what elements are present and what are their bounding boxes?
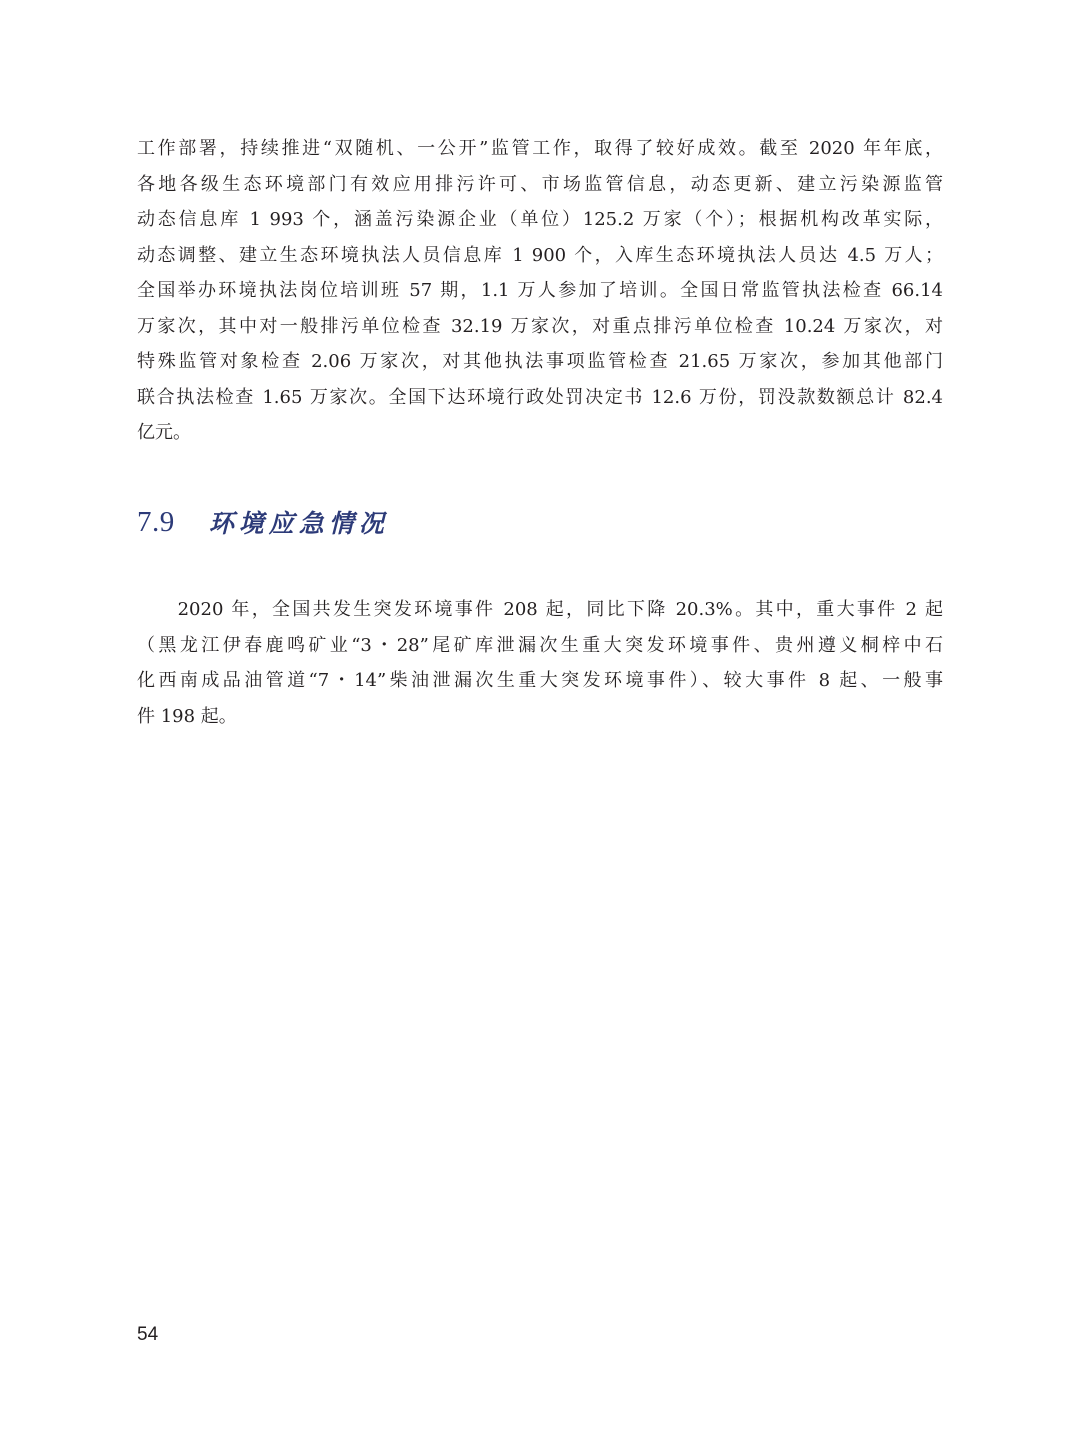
section-number: 7.9 bbox=[137, 505, 175, 538]
page-number: 54 bbox=[137, 1324, 159, 1345]
paragraph-line: 亿元。 bbox=[137, 422, 191, 443]
section-title: 环境应急情况 bbox=[208, 509, 389, 538]
paragraph-line: 全国举办环境执法岗位培训班 57 期，1.1 万人参加了培训。全国日常监管执法检查 66.14 bbox=[137, 280, 943, 301]
paragraph-line: 件 198 起。 bbox=[137, 705, 237, 727]
paragraph-line: 联合执法检查 1.65 万家次。全国下达环境行政处罚决定书 12.6 万份，罚没款数额总计 82.4 bbox=[137, 386, 943, 408]
paragraph-line: （黑龙江伊春鹿鸣矿业“3・28”尾矿库泄漏次生重大突发环境事件、贵州遵义桐梓中石 bbox=[137, 634, 943, 656]
paragraph-line: 万家次，其中对一般排污单位检查 32.19 万家次，对重点排污单位检查 10.24 万家次，对 bbox=[137, 315, 943, 337]
paragraph-line: 特殊监管对象检查 2.06 万家次，对其他执法事项监管检查 21.65 万家次，参加其他部门 bbox=[137, 351, 943, 372]
paragraph-line: 各地各级生态环境部门有效应用排污许可、市场监管信息，动态更新、建立污染源监管 bbox=[137, 173, 943, 195]
paragraph-line: 工作部署，持续推进“双随机、一公开”监管工作，取得了较好成效。截至 2020 年年底， bbox=[137, 138, 943, 159]
body-paragraph-enforcement bbox=[137, 131, 943, 451]
paragraph-line: 化西南成品油管道“7・14”柴油泄漏次生重大突发环境事件）、较大事件 8 起、一般事 bbox=[137, 670, 943, 691]
body-paragraph-emergency bbox=[137, 592, 943, 734]
paragraph-line: 动态信息库 1 993 个，涵盖污染源企业（单位）125.2 万家（个）；根据机构改革实际， bbox=[137, 209, 943, 230]
paragraph-line: 2020 年，全国共发生突发环境事件 208 起，同比下降 20.3%。其中，重大事件 2 起 bbox=[137, 599, 943, 620]
section-heading bbox=[137, 498, 389, 546]
paragraph-line: 动态调整、建立生态环境执法人员信息库 1 900 个，入库生态环境执法人员达 4.5 万人； bbox=[137, 244, 943, 266]
